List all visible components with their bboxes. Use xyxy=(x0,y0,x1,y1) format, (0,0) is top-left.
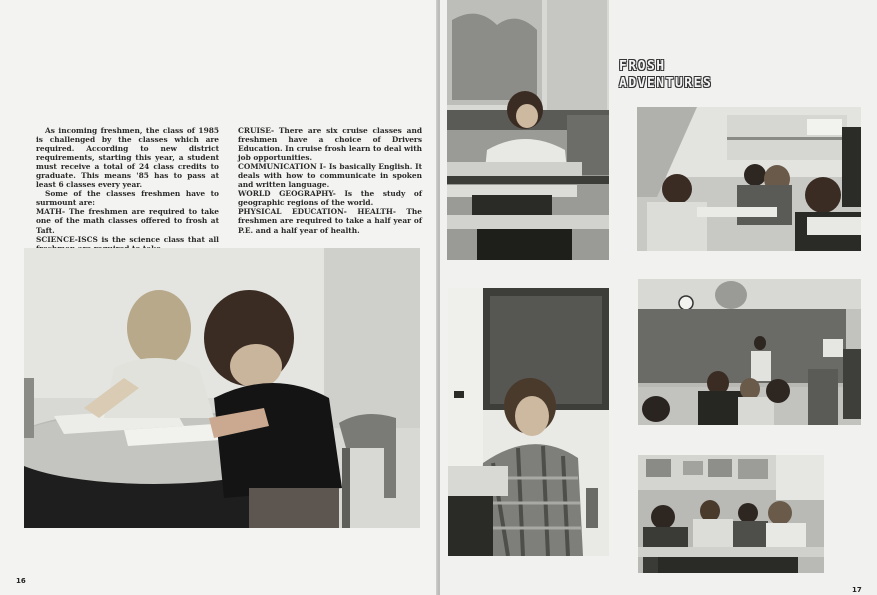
text-column-2 xyxy=(238,126,422,235)
title-line-1: FROSH xyxy=(619,59,666,74)
pe-health-paragraph: PHYSICAL EDUCATION- HEALTH- The freshmen are required to take a half year of P.E. and a half year of health. xyxy=(238,207,422,235)
text-column-1 xyxy=(36,126,219,253)
photo-students-desks xyxy=(638,455,824,573)
title-line-2: ADVENTURES xyxy=(619,76,713,91)
photo-girl-at-desk xyxy=(447,0,609,260)
classes-intro: Some of the classes freshmen have to surmount are: xyxy=(36,189,219,208)
science-paragraph: SCIENCE-ISCS is the science class that all xyxy=(36,234,219,244)
photo-students-writing xyxy=(24,248,420,528)
photo-classroom-shelves xyxy=(637,107,861,251)
math-paragraph: MATH- The freshmen are required to take one of the math classes offered to frosh at Taft. xyxy=(36,207,219,235)
communication-paragraph: COMMUNICATION I- Is basically English. It deals with how to communicate in spoken and written language. xyxy=(238,162,422,190)
left-page xyxy=(0,0,438,595)
cruise-paragraph: CRUISE- There are six cruise classes and freshmen have a choice of Drivers Education. In cruise frosh learn to deal with job opportunities. xyxy=(238,126,422,163)
photo-boy-plaid-shirt xyxy=(448,288,609,556)
page-number-right: 17 xyxy=(852,586,862,594)
section-title xyxy=(619,58,739,92)
intro-paragraph: As incoming freshmen, the class of 1985 is challenged by the classes which are required. According to new district requirements, starting this year, a student must receive a total of 24 class credits to graduate. This means '85 has to pass at least 6 classes every year. xyxy=(36,126,219,190)
geography-paragraph: WORLD GEOGRAPHY- Is the study of geographic regions of the world. xyxy=(238,189,422,208)
photo-chalkboard-class xyxy=(638,279,861,425)
page-number-left: 16 xyxy=(16,577,26,585)
